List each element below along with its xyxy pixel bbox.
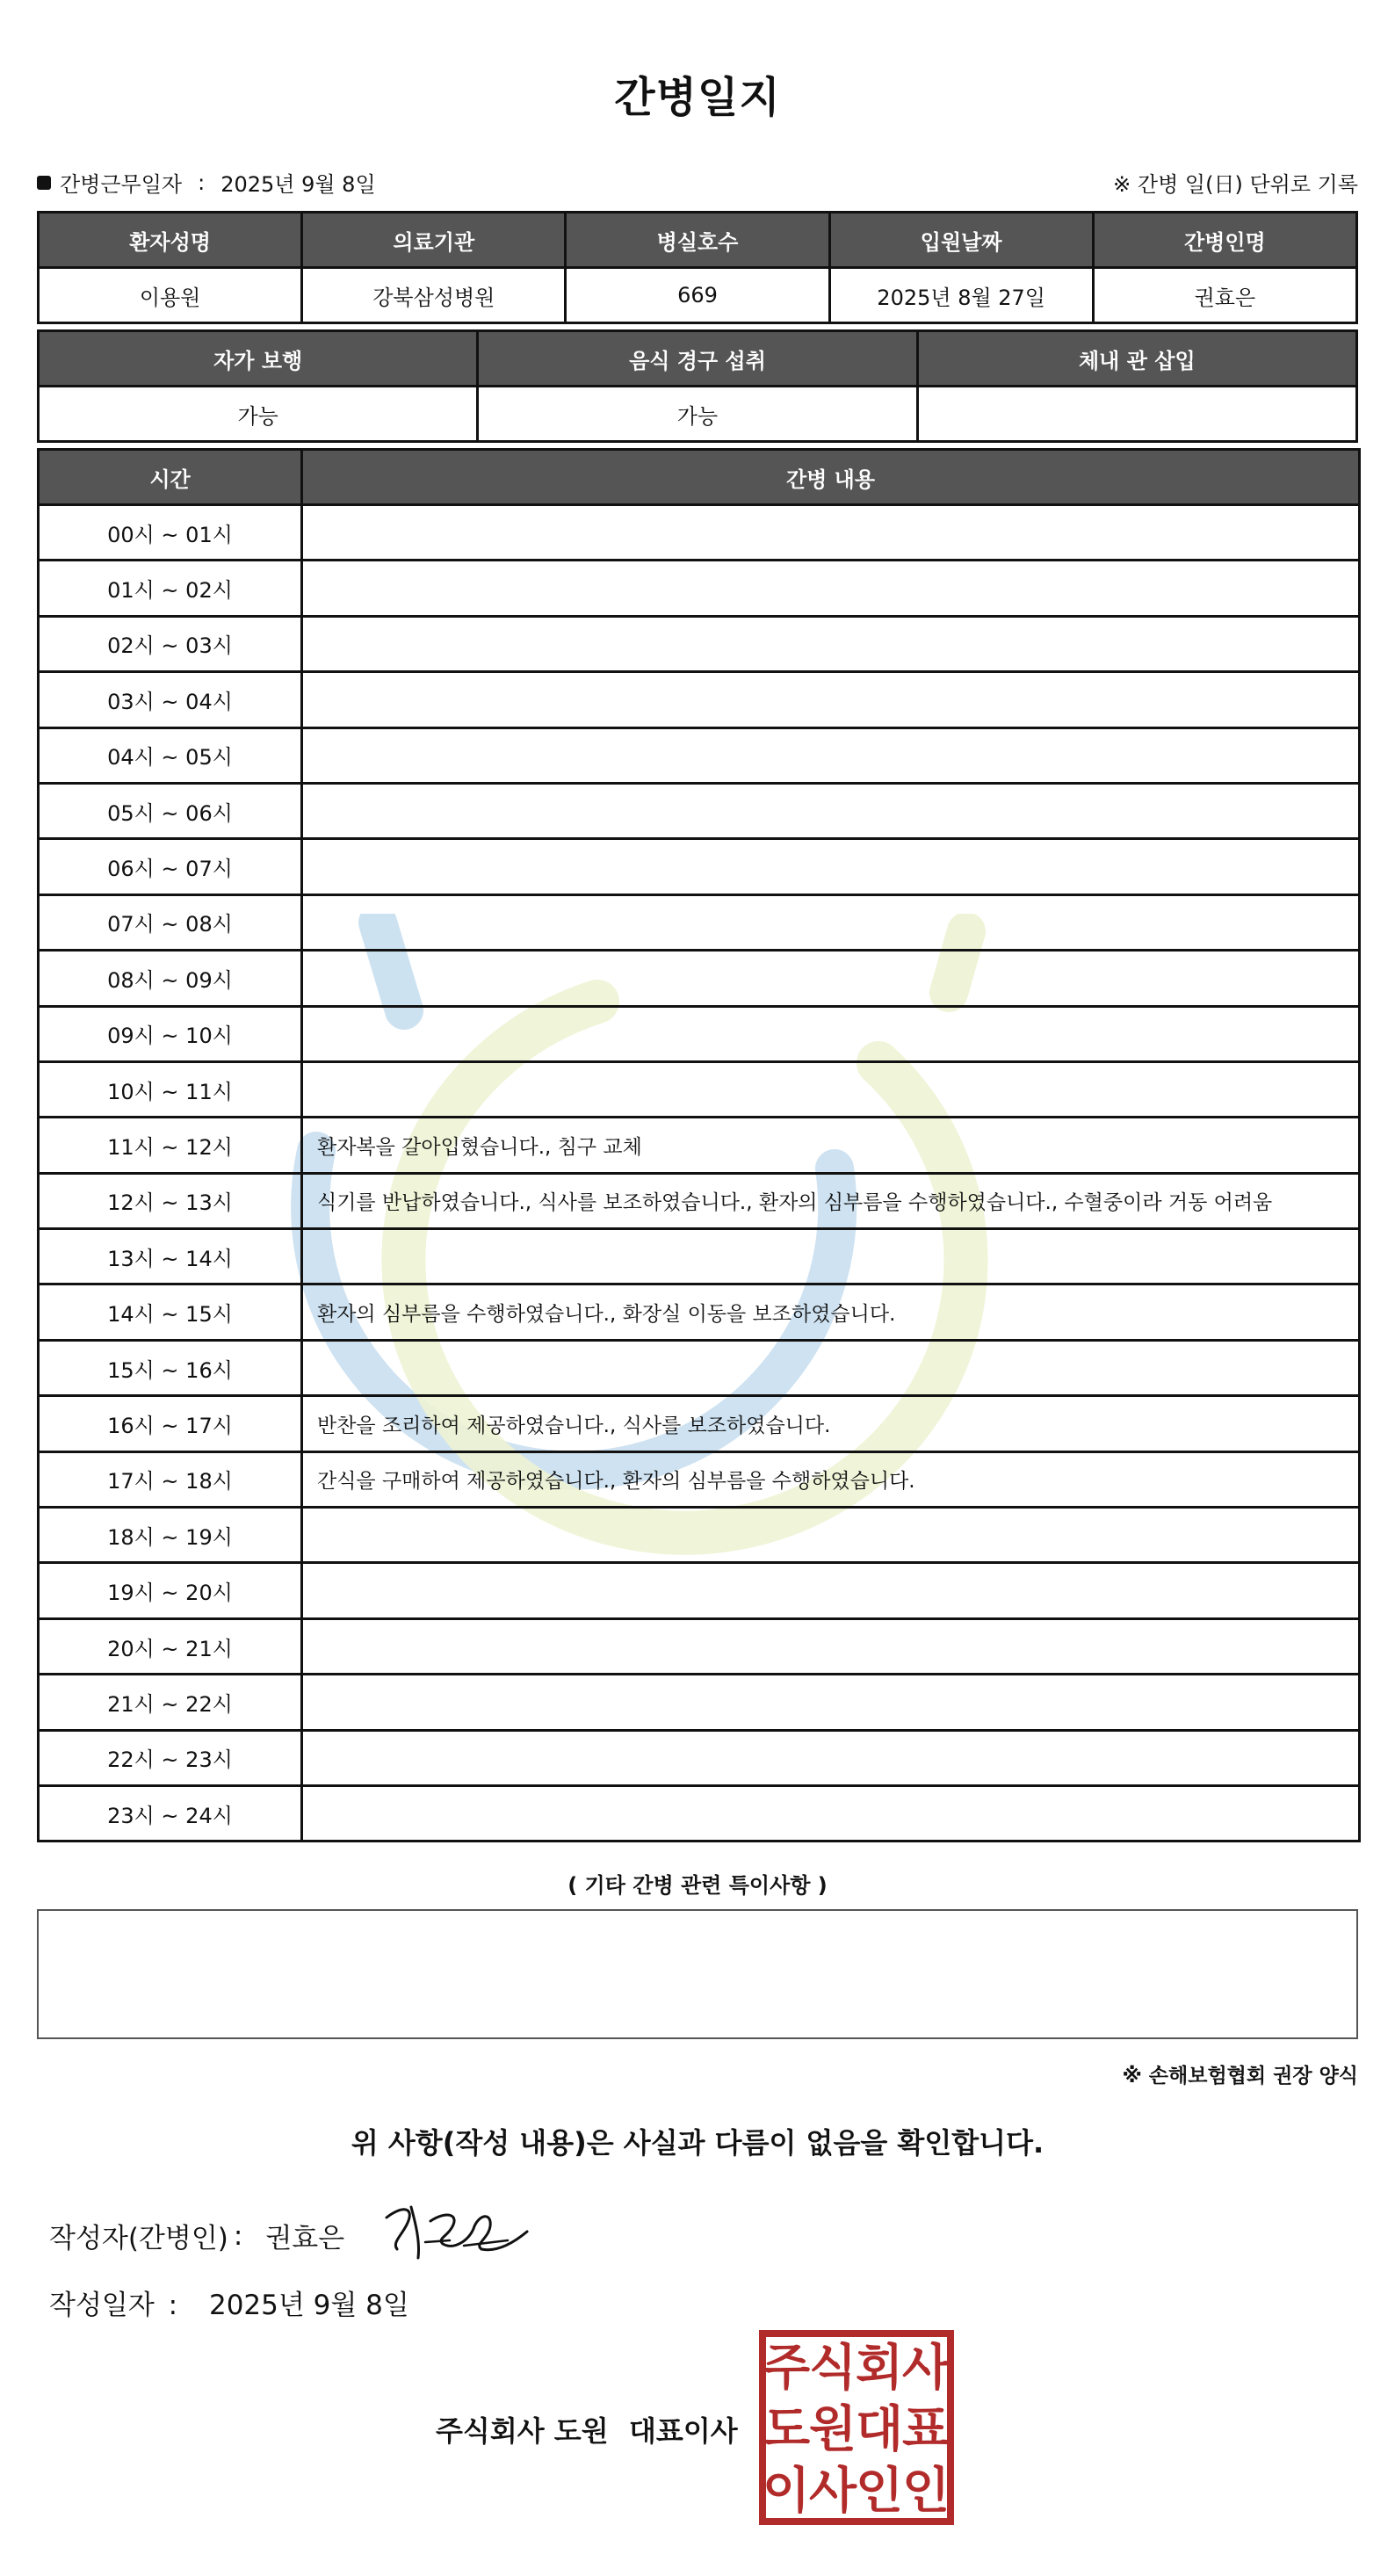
patient-info-table	[37, 211, 1358, 324]
self-walking-value: 가능	[39, 387, 478, 442]
writer-line	[49, 2216, 344, 2255]
ceo-title: 대표이사	[629, 2414, 738, 2448]
patient-status-header-row	[39, 331, 1357, 387]
table-row	[39, 727, 1360, 783]
write-date-label: 작성일자	[49, 2290, 155, 2321]
writer-separator: :	[233, 2219, 243, 2252]
care-content: 환자의 심부름을 수행하였습니다., 화장실 이동을 보조하였습니다.	[302, 1284, 1360, 1340]
work-date	[37, 167, 376, 198]
header-self-walking: 자가 보행	[39, 331, 478, 387]
time-slot: 09시 ~ 10시	[39, 1006, 302, 1061]
time-slot: 12시 ~ 13시	[39, 1173, 302, 1228]
care-content	[302, 1006, 1360, 1061]
patient-status-table	[37, 329, 1358, 443]
other-notes-label: ( 기타 간병 관련 특이사항 )	[567, 1873, 828, 1898]
care-content	[302, 1340, 1360, 1395]
care-content	[302, 1618, 1360, 1674]
time-slot: 03시 ~ 04시	[39, 672, 302, 727]
company-name: 주식회사 도원	[436, 2414, 609, 2448]
patient-status-value-row	[39, 387, 1357, 442]
time-slot: 08시 ~ 09시	[39, 951, 302, 1006]
care-content: 반찬을 조리하여 제공하였습니다., 식사를 보조하였습니다.	[302, 1396, 1360, 1451]
seal-character: 표	[901, 2401, 950, 2458]
care-content	[302, 1508, 1360, 1563]
time-slot: 22시 ~ 23시	[39, 1730, 302, 1785]
header-oral-intake: 음식 경구 섭취	[478, 331, 917, 387]
seal-character: 대	[855, 2401, 904, 2458]
table-row	[39, 894, 1360, 950]
table-row	[39, 1563, 1360, 1618]
table-row	[39, 1061, 1360, 1117]
seal-character: 식	[808, 2340, 857, 2397]
write-date-line	[49, 2283, 409, 2322]
header-tube-insertion: 체내 관 삽입	[917, 331, 1356, 387]
patient-name-value: 이용원	[39, 268, 302, 323]
time-slot: 20시 ~ 21시	[39, 1618, 302, 1674]
admission-date-value: 2025년 8월 27일	[829, 268, 1093, 323]
patient-info-value-row	[39, 268, 1357, 323]
care-content: 환자복을 갈아입혔습니다., 침구 교체	[302, 1118, 1360, 1173]
time-slot: 16시 ~ 17시	[39, 1396, 302, 1451]
writer-name: 권효은	[265, 2223, 345, 2254]
patient-info-header-row	[39, 213, 1357, 268]
time-slot: 23시 ~ 24시	[39, 1785, 302, 1841]
table-row	[39, 505, 1360, 561]
write-date-value: 2025년 9월 8일	[208, 2290, 409, 2321]
care-content	[302, 951, 1360, 1006]
table-row	[39, 1675, 1360, 1730]
bullet-square-icon	[37, 176, 51, 190]
seal-character: 원	[808, 2401, 857, 2458]
care-content	[302, 1061, 1360, 1117]
care-content	[302, 1675, 1360, 1730]
time-slot: 00시 ~ 01시	[39, 505, 302, 561]
care-content	[302, 783, 1360, 838]
care-log-table	[37, 448, 1361, 1842]
care-content	[302, 1785, 1360, 1841]
room-number-value: 669	[566, 268, 829, 323]
table-row	[39, 783, 1360, 838]
seal-character: 회	[855, 2340, 904, 2397]
time-slot: 15시 ~ 16시	[39, 1340, 302, 1395]
care-content	[302, 894, 1360, 950]
table-row	[39, 839, 1360, 894]
table-row	[39, 1396, 1360, 1451]
table-row	[39, 1173, 1360, 1228]
handwritten-signature	[376, 2188, 534, 2267]
care-content	[302, 616, 1360, 671]
seal-character: 주	[762, 2340, 811, 2397]
care-content	[302, 727, 1360, 783]
care-content	[302, 561, 1360, 616]
day-unit-note: ※ 간병 일(日) 단위로 기록	[1113, 172, 1358, 197]
header-room-number: 병실호수	[566, 213, 829, 268]
other-notes-box	[37, 1909, 1358, 2039]
seal-character: 이	[762, 2463, 811, 2520]
header-caregiver-name: 간병인명	[1093, 213, 1356, 268]
table-row	[39, 561, 1360, 616]
write-date-separator: :	[168, 2290, 178, 2321]
time-slot: 11시 ~ 12시	[39, 1118, 302, 1173]
time-slot: 13시 ~ 14시	[39, 1229, 302, 1284]
hospital-value: 강북삼성병원	[302, 268, 566, 323]
table-row	[39, 1785, 1360, 1841]
seal-character: 인	[855, 2463, 904, 2520]
table-row	[39, 1340, 1360, 1395]
care-content	[302, 505, 1360, 561]
confirmation-statement: 위 사항(작성 내용)은 사실과 다름이 없음을 확인합니다.	[351, 2126, 1044, 2160]
table-row	[39, 1284, 1360, 1340]
tube-insertion-value	[917, 387, 1356, 442]
table-row	[39, 1006, 1360, 1061]
time-slot: 02시 ~ 03시	[39, 616, 302, 671]
care-content	[302, 839, 1360, 894]
oral-intake-value: 가능	[478, 387, 917, 442]
association-form-note: ※ 손해보험협회 권장 양식	[1122, 2065, 1358, 2088]
time-slot: 18시 ~ 19시	[39, 1508, 302, 1563]
time-slot: 14시 ~ 15시	[39, 1284, 302, 1340]
care-content	[302, 672, 1360, 727]
care-content	[302, 1730, 1360, 1785]
header-patient-name: 환자성명	[39, 213, 302, 268]
header-time: 시간	[39, 450, 302, 505]
table-row	[39, 1618, 1360, 1674]
work-date-label: 간병근무일자	[60, 172, 183, 197]
care-log-header-row	[39, 450, 1360, 505]
time-slot: 06시 ~ 07시	[39, 839, 302, 894]
time-slot: 04시 ~ 05시	[39, 727, 302, 783]
table-row	[39, 1451, 1360, 1507]
header-admission-date: 입원날짜	[829, 213, 1093, 268]
header-hospital: 의료기관	[302, 213, 566, 268]
seal-character: 사	[901, 2340, 950, 2397]
seal-character: 인	[901, 2463, 950, 2520]
table-row	[39, 672, 1360, 727]
caregiver-name-value: 권효은	[1093, 268, 1356, 323]
time-slot: 07시 ~ 08시	[39, 894, 302, 950]
table-row	[39, 1229, 1360, 1284]
time-slot: 01시 ~ 02시	[39, 561, 302, 616]
time-slot: 21시 ~ 22시	[39, 1675, 302, 1730]
table-row	[39, 1730, 1360, 1785]
time-slot: 10시 ~ 11시	[39, 1061, 302, 1117]
time-slot: 19시 ~ 20시	[39, 1563, 302, 1618]
table-row	[39, 951, 1360, 1006]
table-row	[39, 1508, 1360, 1563]
table-row	[39, 616, 1360, 671]
care-content	[302, 1563, 1360, 1618]
document-title: 간병일지	[614, 73, 781, 122]
care-content: 식기를 반납하였습니다., 식사를 보조하였습니다., 환자의 심부름을 수행하였습니다., 수혈중이라 거동 어려움	[302, 1173, 1360, 1228]
seal-character: 사	[808, 2463, 857, 2520]
work-date-value: 2025년 9월 8일	[220, 172, 376, 197]
header-care-content: 간병 내용	[302, 450, 1360, 505]
work-date-separator: :	[198, 170, 206, 195]
care-content: 간식을 구매하여 제공하였습니다., 환자의 심부름을 수행하였습니다.	[302, 1451, 1360, 1507]
company-seal	[757, 2328, 956, 2527]
seal-character: 도	[762, 2401, 811, 2458]
writer-label: 작성자(간병인)	[49, 2223, 228, 2254]
table-row	[39, 1118, 1360, 1173]
care-content	[302, 1229, 1360, 1284]
time-slot: 17시 ~ 18시	[39, 1451, 302, 1507]
time-slot: 05시 ~ 06시	[39, 783, 302, 838]
